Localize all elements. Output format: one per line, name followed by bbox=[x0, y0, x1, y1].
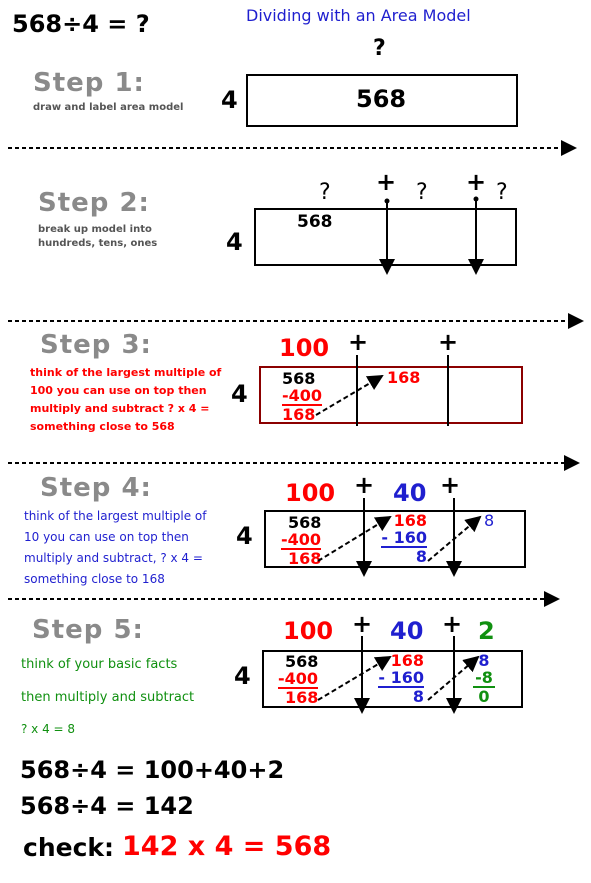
step3-carry-arrow bbox=[316, 376, 382, 415]
step4-subtract-tens: - 160 bbox=[381, 528, 427, 547]
step4-carry: 8 bbox=[484, 511, 495, 530]
answer-expanded: 568÷4 = 100+40+2 bbox=[20, 756, 285, 784]
step3-title: Step 3: bbox=[40, 330, 152, 360]
page-title: Dividing with an Area Model bbox=[246, 6, 471, 25]
step5-dividend: 568 bbox=[285, 652, 319, 671]
step5-tens-label: 40 bbox=[390, 617, 424, 645]
step5-plus-2: + bbox=[442, 610, 463, 638]
step4-plus-1: + bbox=[354, 471, 375, 499]
step1-dividend: 568 bbox=[356, 85, 407, 113]
step5-hundreds-label: 100 bbox=[283, 617, 334, 645]
step1-divisor: 4 bbox=[221, 86, 238, 114]
step5-subtract-ones: -8 bbox=[473, 669, 495, 688]
step3-dividend: 568 bbox=[282, 369, 316, 388]
step2-question-hundreds: ? bbox=[319, 180, 331, 205]
step3-plus-2: + bbox=[438, 328, 459, 356]
check-equation: 142 x 4 = 568 bbox=[122, 831, 332, 862]
step5-tens-start: 168 bbox=[390, 651, 424, 670]
step4-hundreds-label: 100 bbox=[285, 479, 336, 507]
step4-divisor: 4 bbox=[236, 522, 253, 550]
step5-line2: then multiply and subtract bbox=[21, 690, 195, 705]
step5-remainder-hundreds: 168 bbox=[285, 688, 319, 707]
step4-tens-start: 168 bbox=[393, 511, 427, 530]
step2-plus-2: + bbox=[466, 168, 487, 196]
step4-remainder-hundreds: 168 bbox=[288, 549, 322, 568]
step2-question-ones: ? bbox=[496, 180, 508, 205]
step4-subtract-hundreds: -400 bbox=[281, 530, 322, 549]
step4-dividend: 568 bbox=[288, 513, 322, 532]
quotient-question: ? bbox=[373, 36, 386, 61]
step3-hundreds-label: 100 bbox=[279, 334, 330, 362]
step2-divisor: 4 bbox=[226, 228, 243, 256]
step2-description: break up model into hundreds, tens, ones bbox=[38, 224, 158, 249]
step5-plus-1: + bbox=[352, 610, 373, 638]
step3-plus-1: + bbox=[348, 328, 369, 356]
step2-question-tens: ? bbox=[416, 180, 428, 205]
step5-remainder-ones: 0 bbox=[478, 687, 490, 706]
step3-subtract: -400 bbox=[282, 386, 323, 405]
step3-description: think of the largest multiple of 100 you can use on top then multiply and subtract ? x 4 = something close to 568 bbox=[30, 366, 222, 433]
answer-quotient: 568÷4 = 142 bbox=[20, 792, 194, 820]
step3-divisor: 4 bbox=[231, 380, 248, 408]
step4-title: Step 4: bbox=[40, 473, 152, 503]
step4-tens-label: 40 bbox=[393, 479, 427, 507]
problem-statement: 568÷4 = ? bbox=[12, 10, 150, 38]
step1-description: draw and label area model bbox=[33, 102, 184, 113]
step4-plus-2: + bbox=[440, 471, 461, 499]
step3-carry: 168 bbox=[387, 368, 421, 387]
step2-dividend: 568 bbox=[297, 212, 333, 232]
step5-line1: think of your basic facts bbox=[21, 657, 178, 672]
step5-line3: ? x 4 = 8 bbox=[21, 722, 76, 736]
step5-remainder-tens: 8 bbox=[412, 687, 424, 706]
step5-subtract-tens: - 160 bbox=[378, 668, 424, 687]
step5-ones-start: 8 bbox=[478, 651, 490, 670]
step5-title: Step 5: bbox=[32, 615, 144, 645]
step5-subtract-hundreds: -400 bbox=[278, 669, 319, 688]
step2-plus-1: + bbox=[376, 168, 397, 196]
step5-ones-label: 2 bbox=[478, 617, 495, 645]
step4-carry-arrow-1 bbox=[318, 517, 390, 561]
check-label: check: bbox=[23, 833, 115, 862]
step5-carry-arrow-1 bbox=[318, 657, 390, 700]
step1-title: Step 1: bbox=[33, 68, 145, 98]
step5-divisor: 4 bbox=[234, 662, 251, 690]
step4-description: think of the largest multiple of 10 you can use on top then multiply and subtract, ? x 4 = something close to 168 bbox=[24, 509, 207, 586]
step3-remainder: 168 bbox=[282, 405, 316, 424]
step4-remainder-tens: 8 bbox=[415, 547, 427, 566]
step2-title: Step 2: bbox=[38, 188, 150, 218]
